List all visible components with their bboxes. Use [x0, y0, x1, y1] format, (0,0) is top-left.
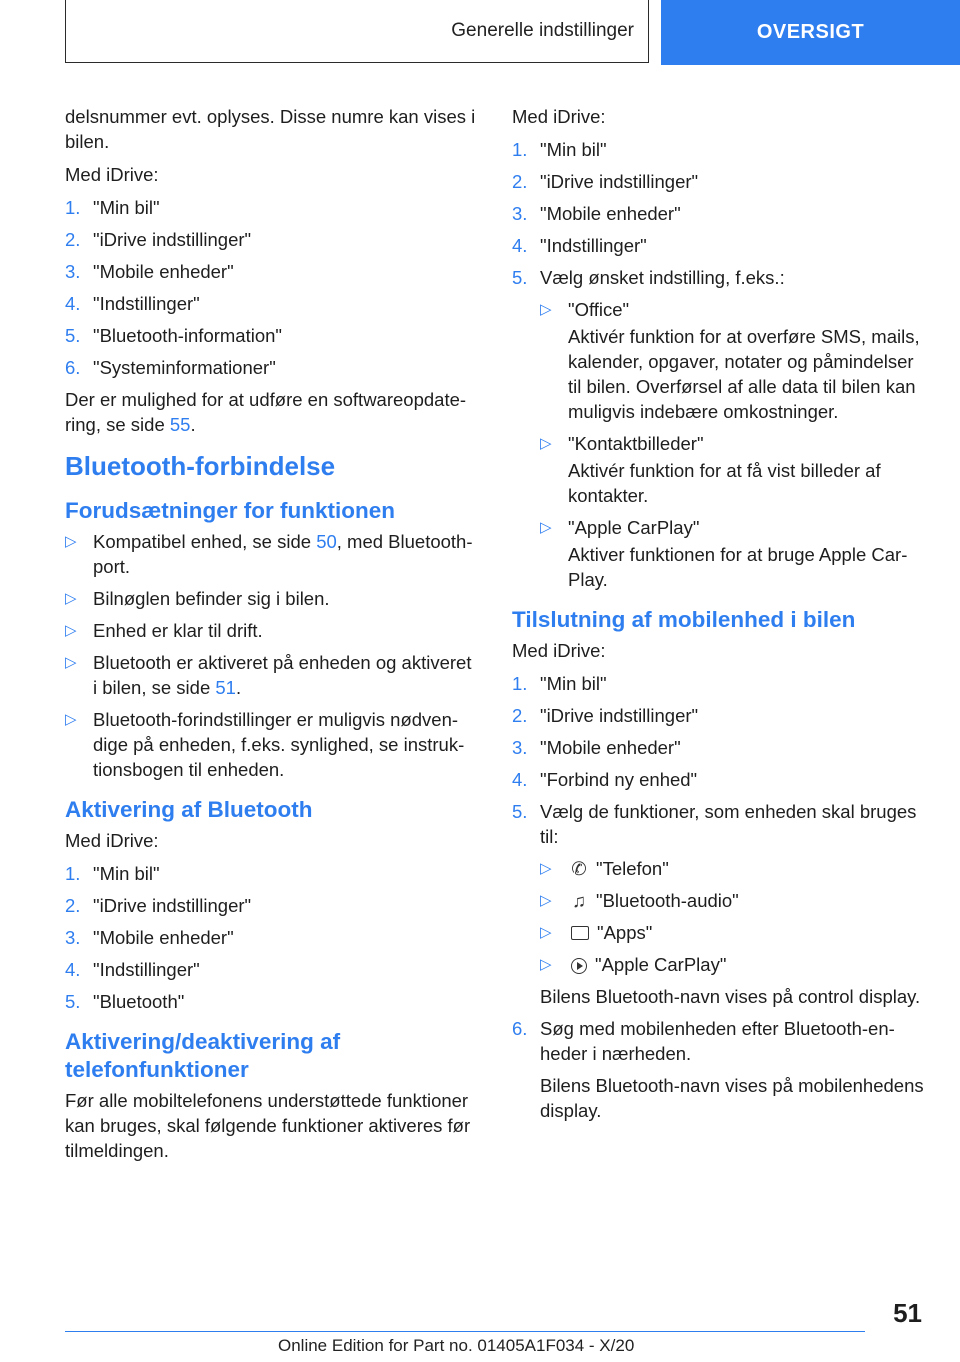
list-item: 1. "Min bil" [65, 863, 160, 884]
heading-prerequisites: Forudsætninger for funktionen [65, 498, 395, 523]
list-item: 4. "Indstillinger" [65, 293, 200, 314]
list-item: 3. "Mobile enheder" [512, 203, 681, 224]
left-column [65, 104, 477, 1171]
list-item: ▷ Bluetooth er aktiveret på enheden og aktiveret i bilen, se side 51. [65, 652, 472, 698]
steps-list-info [65, 195, 477, 380]
list-item: ▷ Bluetooth-forindstillinger er muligvis nødvendige på enheden, f.eks. synlighed, se instruktionsbogen til enheden. [65, 709, 465, 780]
heading-bluetooth-connection: Bluetooth-forbindelse [65, 451, 336, 481]
step5-note: Bilens Bluetooth-navn vises på control display. [540, 986, 921, 1007]
header-tab-oversigt[interactable] [661, 0, 960, 65]
list-item: 2. "iDrive indstillinger" [512, 171, 699, 192]
functions-list [540, 856, 924, 977]
list-item: 1. "Min bil" [512, 139, 607, 160]
footer-edition: Online Edition for Part no. 01405A1F034 - X/20 [278, 1336, 635, 1355]
footer-divider [65, 1331, 865, 1332]
list-item: ▷ "Apple CarPlay" [540, 954, 727, 975]
list-item: ▷ Bilnøglen befinder sig i bilen. [65, 588, 330, 609]
page-link-50[interactable]: 50 [316, 531, 337, 552]
list-item: 1. "Min bil" [512, 673, 607, 694]
list-item: 3. "Mobile enheder" [65, 927, 234, 948]
list-item: 6. Søg med mobilenheden efter Bluetooth-enheder i nærheden. Bilens Bluetooth-navn vises på mobilenhedens display. [512, 1018, 924, 1121]
list-item: 4. "Indstillinger" [512, 235, 647, 256]
list-item: 2. "iDrive indstillinger" [512, 705, 699, 726]
list-item: 3. "Mobile enheder" [512, 737, 681, 758]
list-item: 4. "Indstillinger" [65, 959, 200, 980]
right-column [512, 104, 924, 1130]
carplay-icon [571, 958, 587, 974]
list-item: 6. "Systeminformationer" [65, 357, 276, 378]
list-item: 5. Vælg ønsket indstilling, f.eks.: ▷ "Office" Aktivér funktion for at overføre SMS, mails, kalender, opgaver, notater og påmindelser til bilen. Overførsel af alle data til bilen kan muligvis indebære omkostninger. ▷ "Kontaktbilleder" Aktivér funktion for at få vist billeder af kontakter. ▷ "Apple CarPlay" Aktiver funktionen for at bruge Apple CarPlay. [512, 265, 924, 592]
list-item: ▷ "Apple CarPlay" Aktiver funktionen for at bruge Apple CarPlay. [540, 517, 908, 590]
list-item: ▷ ✆ "Telefon" [540, 858, 669, 879]
steps-list-settings [512, 137, 924, 592]
page-link-55[interactable]: 55 [169, 414, 191, 435]
list-item: ▷ "Office" Aktivér funktion for at overføre SMS, mails, kalender, opgaver, notater og påmindelser til bilen. Overførsel af alle data til bilen kan muligvis indebære omkostninger. [540, 299, 920, 422]
music-note-icon: ♫ [572, 890, 586, 911]
list-item: 5. "Bluetooth" [65, 991, 185, 1012]
heading-connect-device: Tilslutning af mobilenhed i bilen [512, 607, 856, 632]
idrive-intro: Med iDrive: [512, 640, 606, 661]
list-item: ▷ Enhed er klar til drift. [65, 620, 263, 641]
step6-note: Bilens Bluetooth-navn vises på mobilenhedens display. [540, 1075, 924, 1121]
prerequisites-list [65, 529, 477, 782]
apps-icon [571, 926, 589, 940]
section-title: Generelle indstillinger [451, 20, 634, 41]
list-item: 2. "iDrive indstillinger" [65, 229, 252, 250]
page-link-51[interactable]: 51 [215, 677, 236, 698]
steps-list-activate [65, 861, 477, 1014]
options-list [540, 297, 924, 592]
list-item: 2. "iDrive indstillinger" [65, 895, 252, 916]
list-item: 4. "Forbind ny enhed" [512, 769, 698, 790]
list-item: ▷ Kompatibel enhed, se side 50, med Bluetooth-port. [65, 531, 473, 577]
phone-functions-paragraph: Før alle mobiltelefonens understøttede funktioner kan bruges, skal følgende funktioner aktiveres før tilmeldingen. [65, 1090, 471, 1161]
list-item: 1. "Min bil" [65, 197, 160, 218]
list-item: 5. Vælg de funktioner, som enheden skal bruges til: ▷ ✆ "Telefon" ▷ ♫ "Bluetooth-audio" ▷ "Apps" ▷ "Apple CarPlay" Bilens Bluetooth-navn vises på control display. [512, 799, 924, 1009]
heading-phone-functions: Aktivering/deaktivering af telefonfunktioner [65, 1029, 341, 1082]
tab-label: OVERSIGT [756, 21, 865, 43]
idrive-intro: Med iDrive: [65, 164, 159, 185]
idrive-intro: Med iDrive: [512, 106, 606, 127]
phone-icon: ✆ [571, 858, 587, 879]
update-paragraph: Der er mulighed for at udføre en softwareopdatering, se side 55. [65, 389, 467, 435]
list-item: 3. "Mobile enheder" [65, 261, 234, 282]
header-section [65, 0, 649, 63]
list-item: 5. "Bluetooth-information" [65, 325, 282, 346]
list-item: ▷ "Apps" [540, 922, 653, 943]
list-item: ▷ "Kontaktbilleder" Aktivér funktion for at få vist billeder af kontakter. [540, 433, 881, 506]
idrive-intro: Med iDrive: [65, 830, 159, 851]
steps-list-connect [512, 671, 924, 1123]
list-item: ▷ ♫ "Bluetooth-audio" [540, 890, 739, 911]
intro-paragraph: delsnummer evt. oplyses. Disse numre kan vises i bilen. [65, 106, 476, 152]
page-number: 51 [893, 1298, 922, 1328]
heading-activate-bluetooth: Aktivering af Bluetooth [65, 797, 313, 822]
